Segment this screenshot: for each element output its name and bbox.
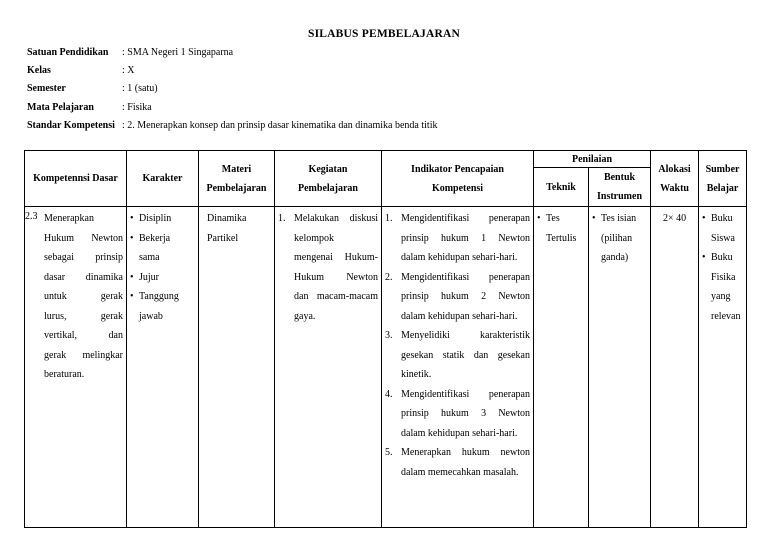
indikator-item — [385, 326, 530, 385]
bullet-icon: • — [702, 213, 706, 224]
meta-row-semester — [27, 80, 767, 98]
meta-value: : Fisika — [122, 101, 152, 113]
text-line: dalam kehidupan sehari-hari. — [401, 427, 518, 439]
text-line: prinsip hukum 2 Newton — [401, 291, 530, 302]
text-line: Fisika — [711, 271, 736, 283]
meta-label: Semester — [27, 83, 66, 95]
teknik-item — [537, 209, 585, 248]
header-teknik: Teknik — [534, 168, 589, 207]
meta-value: : X — [122, 65, 135, 77]
text-line: Hukum Newton — [294, 271, 378, 283]
bullet-icon: • — [130, 291, 134, 302]
bullet-icon: • — [130, 232, 134, 244]
karakter-item — [130, 229, 195, 268]
text-line: prinsip hukum 1 Newton — [401, 232, 530, 244]
cell-karakter — [127, 207, 199, 528]
text-line: Siswa — [711, 232, 735, 244]
text-line: kelompok — [294, 232, 334, 244]
bullet-icon: • — [130, 213, 134, 224]
karakter-item — [130, 268, 195, 288]
text-line: Mengidentifikasi penerapan — [401, 213, 530, 224]
text-line: vertikal, dan — [44, 330, 123, 341]
text-line: dasar dinamika — [44, 271, 123, 283]
meta-row-standar-kompetensi — [27, 117, 767, 135]
text-line: dalam kehidupan sehari-hari. — [401, 252, 518, 263]
text-line: ganda) — [601, 252, 629, 263]
cell-sumber-belajar — [699, 207, 747, 528]
cell-bentuk-instrumen — [589, 207, 651, 528]
text-line: Menerapkan hukum newton — [401, 447, 530, 458]
header-kompetensi-dasar: Kompetennsi Dasar — [25, 151, 127, 207]
text-line: Jujur — [139, 271, 159, 283]
text-line: dan macam-macam — [294, 291, 378, 302]
indikator-item — [385, 209, 530, 268]
text-line: kinetik. — [401, 369, 432, 380]
meta-row-kelas — [27, 62, 767, 80]
text-line: untuk gerak — [44, 291, 123, 302]
header-alokasi: Alokasi Waktu — [651, 151, 699, 207]
text-line: jawab — [139, 310, 163, 322]
text-line: Mengidentifikasi penerapan — [401, 388, 530, 400]
indikator-item — [385, 268, 530, 327]
bentuk-item — [592, 209, 647, 268]
text-line: Tes isian — [601, 213, 637, 224]
text-line: Menerapkan Hukum Newton — [44, 213, 123, 244]
item-number: 1. — [278, 213, 286, 224]
identity-block — [27, 44, 767, 135]
bullet-icon: • — [702, 252, 706, 263]
text-line: (pilihan — [601, 232, 633, 244]
cell-indikator — [382, 207, 534, 528]
cell-kompetensi-dasar: 2.3 Menerapkan Hukum Newton sebagai prinsip dasar dinamika untuk gerak lurus, gerak vertikal, dan gerak melingkar beraturan. — [25, 207, 127, 528]
text-line: gesekan statik dan gesekan — [401, 349, 530, 361]
text-line: mengenai Hukum- — [294, 252, 378, 263]
text-line: relevan — [711, 310, 741, 322]
text-line: Disiplin — [139, 213, 172, 224]
text-line: Buku — [711, 252, 733, 263]
karakter-item — [130, 209, 195, 229]
kegiatan-item — [278, 209, 378, 326]
meta-row-satuan-pendidikan — [27, 44, 767, 62]
item-number: 4. — [385, 388, 393, 400]
text-line: Tes — [546, 213, 560, 224]
text-line: Tertulis — [546, 232, 577, 244]
text-line: yang — [711, 291, 731, 302]
text-line: Melakukan diskusi — [294, 213, 378, 224]
indikator-item — [385, 443, 530, 482]
header-penilaian: Penilaian — [534, 151, 651, 168]
text-line: Mengidentifikasi penerapan — [401, 271, 530, 283]
cell-alokasi-waktu: 2× 40 — [651, 207, 699, 528]
text-line: lurus, gerak — [44, 310, 123, 322]
text-line: gerak melingkar — [44, 349, 123, 361]
bullet-icon: • — [592, 213, 596, 224]
meta-label: Standar Kompetensi — [27, 119, 115, 131]
document-title: SILABUS PEMBELAJARAN — [308, 28, 460, 40]
header-sumber: Sumber Belajar — [699, 151, 747, 207]
text-line: sebagai prinsip — [44, 252, 123, 263]
text-line: beraturan. — [44, 369, 85, 380]
bullet-icon: • — [130, 271, 134, 283]
header-row-1 — [25, 151, 747, 168]
text-line: dalam kehidupan sehari-hari. — [401, 310, 518, 322]
text-line: Tanggung — [139, 291, 179, 302]
item-number: 2. — [385, 271, 393, 283]
item-number: 3. — [385, 330, 393, 341]
meta-label: Mata Pelajaran — [27, 101, 94, 113]
text-line: Bekerja — [139, 232, 171, 244]
text-line: gaya. — [294, 310, 316, 322]
indikator-item — [385, 385, 530, 444]
text-line: Dinamika — [207, 213, 247, 224]
cell-materi — [199, 207, 275, 528]
meta-value: : 1 (satu) — [122, 83, 158, 95]
content-row — [25, 207, 747, 528]
bullet-icon: • — [537, 213, 541, 224]
text-line: Buku — [711, 213, 733, 224]
item-number: 5. — [385, 447, 393, 458]
sumber-item — [702, 209, 743, 248]
header-karakter: Karakter — [127, 151, 199, 207]
meta-row-mata-pelajaran — [27, 99, 767, 117]
syllabus-table — [24, 150, 747, 528]
text-line: prinsip hukum 3 Newton — [401, 408, 530, 419]
cell-kegiatan — [275, 207, 382, 528]
header-kegiatan: Kegiatan Pembelajaran — [275, 151, 382, 207]
karakter-item — [130, 287, 195, 326]
meta-value: : SMA Negeri 1 Singaparna — [122, 47, 234, 58]
meta-label: Satuan Pendidikan — [27, 47, 109, 58]
meta-label: Kelas — [27, 65, 51, 77]
text-line: Menyelidiki karakteristik — [401, 330, 530, 341]
cell-teknik — [534, 207, 589, 528]
text-line: dalam memecahkan masalah. — [401, 466, 519, 478]
text-line: Partikel — [207, 232, 239, 244]
header-indikator: Indikator Pencapaian Kompetensi — [382, 151, 534, 207]
header-materi: Materi Pembelajaran — [199, 151, 275, 207]
header-bentuk-instrumen: Bentuk Instrumen — [589, 168, 651, 207]
text-line: sama — [139, 252, 160, 263]
sumber-item — [702, 248, 743, 326]
item-number: 1. — [385, 213, 393, 224]
meta-value: : 2. Menerapkan konsep dan prinsip dasar kinematika dan dinamika benda titik — [122, 119, 438, 131]
